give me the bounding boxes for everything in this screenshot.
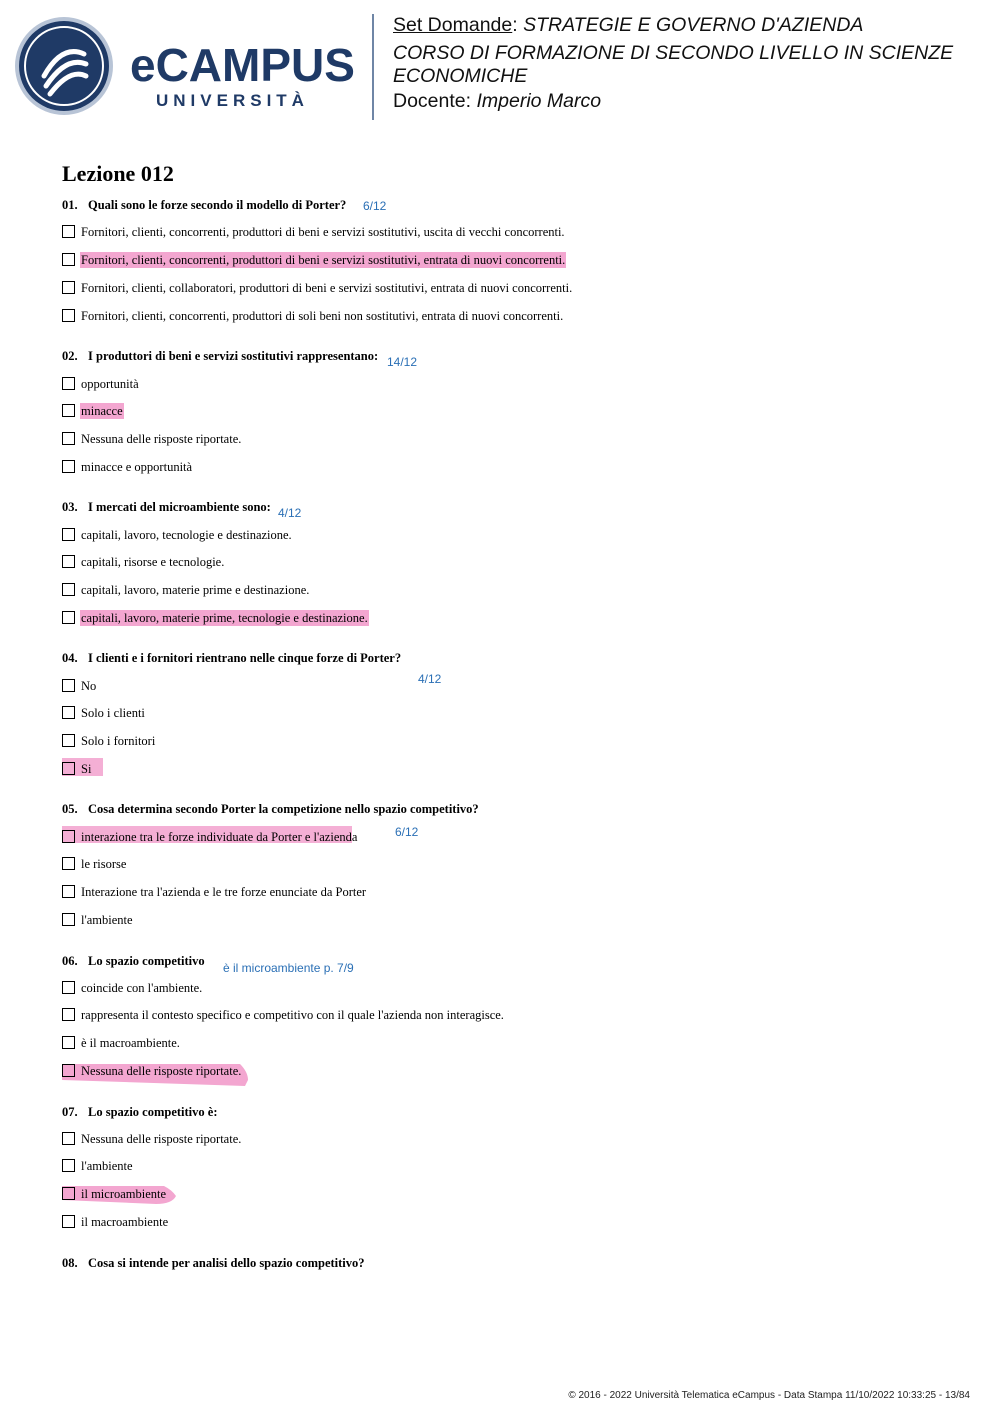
checkbox[interactable] — [62, 913, 75, 926]
question-text: Lo spazio competitivo è: — [88, 1105, 218, 1119]
checkbox[interactable] — [62, 281, 75, 294]
header-divider — [372, 14, 374, 120]
highlighted-answer: minacce — [81, 404, 123, 418]
checkbox[interactable] — [62, 857, 75, 870]
question-text: I clienti e i fornitori rientrano nelle cinque forze di Porter? — [88, 651, 402, 665]
checkbox[interactable] — [62, 309, 75, 322]
set-line: Set Domande: STRATEGIE E GOVERNO D'AZIENDA — [393, 14, 864, 36]
checkbox[interactable] — [62, 377, 75, 390]
question-01: 01. Quali sono le forze secondo il modello di Porter? — [62, 198, 347, 212]
teacher-label: Docente: — [393, 90, 472, 112]
checkbox[interactable] — [62, 981, 75, 994]
question-08: 08. Cosa si intende per analisi dello spazio competitivo? — [62, 1256, 365, 1270]
handwritten-note: 6/12 — [363, 199, 387, 213]
checkbox[interactable] — [62, 555, 75, 568]
question-text: I mercati del microambiente sono: — [88, 500, 271, 514]
checkbox[interactable] — [62, 404, 75, 417]
question-text: Cosa si intende per analisi dello spazio competitivo? — [88, 1256, 365, 1270]
set-label: Set Domande — [393, 14, 513, 36]
checkbox[interactable] — [62, 1132, 75, 1145]
checkbox[interactable] — [62, 253, 75, 266]
highlighted-answer: Fornitori, clienti, concorrenti, produttori di beni e servizi sostitutivi, entrata di nuovi concorrenti. — [81, 253, 566, 267]
checkbox[interactable] — [62, 611, 75, 624]
checkbox[interactable] — [62, 1159, 75, 1172]
highlighted-answer: Nessuna delle risposte riportate. — [81, 1064, 242, 1078]
highlighted-answer: il microambiente — [81, 1187, 167, 1201]
checkbox[interactable] — [62, 885, 75, 898]
logo-wordmark: eCAMPUS — [130, 39, 355, 91]
logo-subtitle: UNIVERSITÀ — [156, 91, 309, 110]
checkbox[interactable] — [62, 830, 75, 843]
checkbox[interactable] — [62, 528, 75, 541]
question-07: 07. Lo spazio competitivo è: — [62, 1105, 218, 1119]
checkbox[interactable] — [62, 460, 75, 473]
checkbox[interactable] — [62, 1008, 75, 1021]
question-04: 04. I clienti e i fornitori rientrano nelle cinque forze di Porter? — [62, 651, 402, 665]
teacher-line — [393, 90, 601, 113]
checkbox[interactable] — [62, 679, 75, 692]
question-03: 03. I mercati del microambiente sono: — [62, 500, 271, 514]
checkbox[interactable] — [62, 1064, 75, 1077]
question-text: Cosa determina secondo Porter la competizione nello spazio competitivo? — [88, 802, 479, 816]
checkbox[interactable] — [62, 225, 75, 238]
highlighted-answer: capitali, lavoro, materie prime, tecnologie e destinazione. — [81, 611, 368, 625]
set-title: STRATEGIE E GOVERNO D'AZIENDA — [523, 14, 864, 36]
highlighted-answer: interazione tra le forze individuate da Porter e l'azienda — [81, 830, 358, 844]
checkbox[interactable] — [62, 762, 75, 775]
lesson-title: Lezione 012 — [62, 161, 174, 186]
checkbox[interactable] — [62, 1187, 75, 1200]
checkbox[interactable] — [62, 706, 75, 719]
handwritten-note: 4/12 — [278, 506, 302, 520]
checkbox[interactable] — [62, 432, 75, 445]
course-name: CORSO DI FORMAZIONE DI SECONDO LIVELLO IN SCIENZE ECONOMICHE — [393, 42, 954, 87]
question-02: 02. I produttori di beni e servizi sostitutivi rappresentano: — [62, 349, 379, 363]
question-06: 06. Lo spazio competitivo — [62, 954, 205, 968]
course-line — [393, 42, 973, 88]
question-text: Quali sono le forze secondo il modello di Porter? — [88, 198, 347, 212]
question-05: 05. Cosa determina secondo Porter la competizione nello spazio competitivo? — [62, 802, 479, 816]
question-text: Lo spazio competitivo — [88, 954, 205, 968]
handwritten-note: è il microambiente p. 7/9 — [223, 961, 354, 975]
ecampus-logo — [14, 14, 359, 119]
handwritten-note: 6/12 — [395, 825, 419, 839]
handwritten-note: 14/12 — [387, 355, 418, 369]
checkbox[interactable] — [62, 1036, 75, 1049]
checkbox[interactable] — [62, 734, 75, 747]
highlighted-answer: Si — [81, 762, 92, 776]
checkbox[interactable] — [62, 1215, 75, 1228]
checkbox[interactable] — [62, 583, 75, 596]
question-text: I produttori di beni e servizi sostitutivi rappresentano: — [88, 349, 379, 363]
handwritten-note: 4/12 — [418, 672, 442, 686]
teacher-name: Imperio Marco — [476, 90, 602, 112]
page-footer: © 2016 - 2022 Università Telematica eCampus - Data Stampa 11/10/2022 10:33:25 - 13/84 — [568, 1390, 970, 1401]
